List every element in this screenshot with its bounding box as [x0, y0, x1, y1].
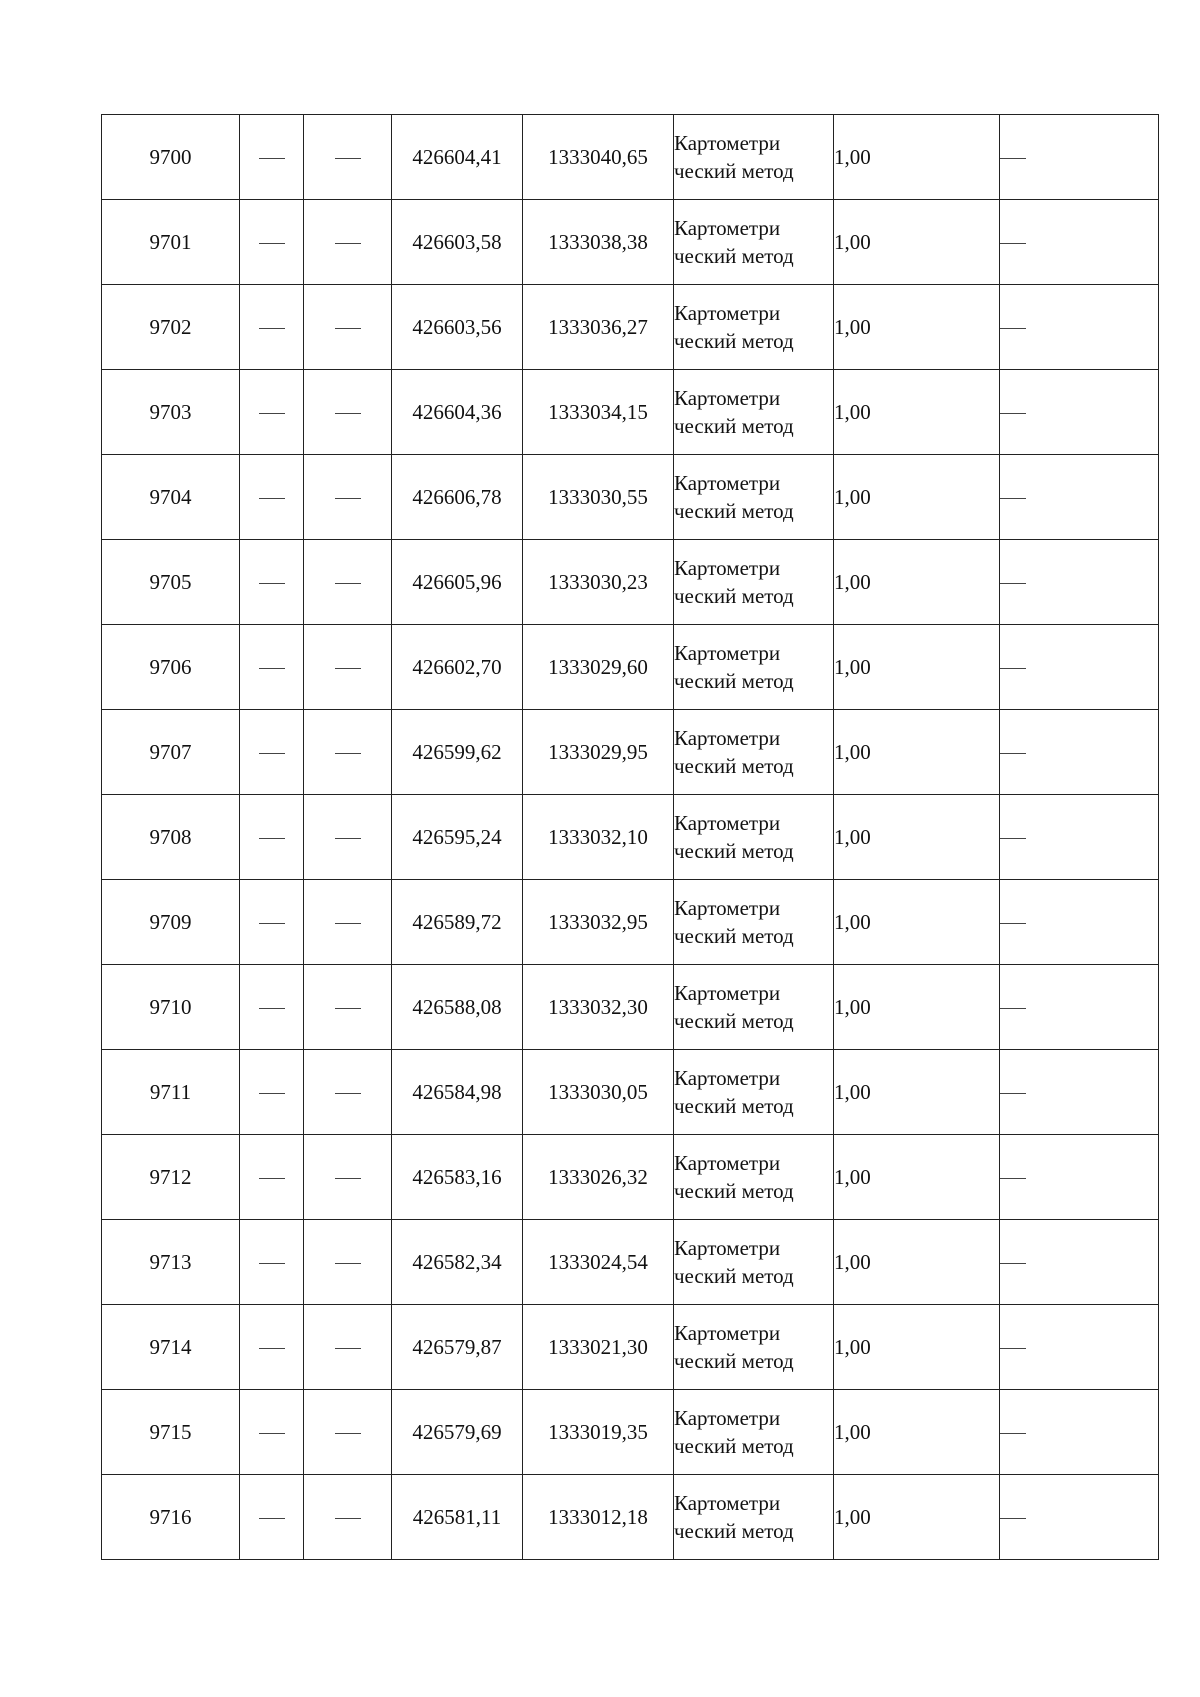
empty-cell	[1000, 115, 1159, 200]
empty-cell	[1000, 1475, 1159, 1560]
coordinate-y-cell	[523, 285, 674, 370]
method-cell	[674, 1305, 834, 1390]
accuracy-cell	[834, 1305, 1000, 1390]
coordinate-x-cell	[392, 965, 523, 1050]
empty-cell	[240, 370, 304, 455]
method-cell	[674, 370, 834, 455]
coordinate-x: 426582,34	[412, 1249, 502, 1274]
dash-mark	[1000, 583, 1026, 584]
accuracy-value: 1,00	[834, 399, 871, 424]
method-cell	[674, 285, 834, 370]
coordinate-x-cell	[392, 880, 523, 965]
accuracy-value: 1,00	[834, 739, 871, 764]
point-number: 9706	[149, 654, 192, 679]
dash-mark	[259, 498, 285, 499]
empty-cell	[304, 455, 392, 540]
dash-mark	[1000, 838, 1026, 839]
coordinate-y-cell	[523, 1390, 674, 1475]
table-row	[102, 540, 1159, 625]
dash-mark	[1000, 1093, 1026, 1094]
table-row	[102, 1135, 1159, 1220]
point-number-cell	[102, 115, 240, 200]
empty-cell	[1000, 795, 1159, 880]
method-text: Картометри ческий метод	[674, 386, 794, 438]
method-cell	[674, 1390, 834, 1475]
point-number-cell	[102, 880, 240, 965]
coordinate-y: 1333026,32	[548, 1164, 648, 1189]
coordinate-x-cell	[392, 285, 523, 370]
dash-mark	[259, 1433, 285, 1434]
coordinate-y: 1333029,95	[548, 739, 648, 764]
coordinate-x: 426589,72	[412, 909, 502, 934]
empty-cell	[304, 540, 392, 625]
dash-mark	[335, 1348, 361, 1349]
table-row	[102, 795, 1159, 880]
coordinate-y: 1333032,30	[548, 994, 648, 1019]
dash-mark	[259, 1178, 285, 1179]
dash-mark	[335, 923, 361, 924]
accuracy-value: 1,00	[834, 1079, 871, 1104]
accuracy-cell	[834, 710, 1000, 795]
dash-mark	[259, 158, 285, 159]
accuracy-value: 1,00	[834, 1504, 871, 1529]
dash-mark	[259, 1263, 285, 1264]
method-cell	[674, 965, 834, 1050]
dash-mark	[259, 328, 285, 329]
empty-cell	[1000, 285, 1159, 370]
empty-cell	[240, 1220, 304, 1305]
method-text: Картометри ческий метод	[674, 471, 794, 523]
dash-mark	[335, 1433, 361, 1434]
method-cell	[674, 625, 834, 710]
point-number: 9703	[149, 399, 192, 424]
empty-cell	[240, 1135, 304, 1220]
table-row	[102, 1475, 1159, 1560]
point-number: 9716	[149, 1504, 192, 1529]
accuracy-cell	[834, 1390, 1000, 1475]
dash-mark	[335, 1263, 361, 1264]
coordinate-y-cell	[523, 200, 674, 285]
empty-cell	[304, 1220, 392, 1305]
empty-cell	[304, 200, 392, 285]
accuracy-value: 1,00	[834, 909, 871, 934]
dash-mark	[335, 1178, 361, 1179]
method-text: Картометри ческий метод	[674, 131, 794, 183]
method-text: Картометри ческий метод	[674, 811, 794, 863]
method-cell	[674, 1050, 834, 1135]
empty-cell	[240, 1050, 304, 1135]
point-number-cell	[102, 455, 240, 540]
coordinate-y-cell	[523, 880, 674, 965]
point-number-cell	[102, 965, 240, 1050]
empty-cell	[304, 1305, 392, 1390]
dash-mark	[335, 243, 361, 244]
accuracy-cell	[834, 115, 1000, 200]
dash-mark	[335, 328, 361, 329]
empty-cell	[1000, 1135, 1159, 1220]
table-row	[102, 1390, 1159, 1475]
table-row	[102, 1220, 1159, 1305]
coordinate-y: 1333038,38	[548, 229, 648, 254]
method-text: Картометри ческий метод	[674, 1151, 794, 1203]
coordinate-x: 426583,16	[412, 1164, 502, 1189]
coordinate-y: 1333029,60	[548, 654, 648, 679]
dash-mark	[1000, 1518, 1026, 1519]
coordinate-x: 426584,98	[412, 1079, 502, 1104]
coordinate-x: 426599,62	[412, 739, 502, 764]
coordinate-x: 426605,96	[412, 569, 502, 594]
dash-mark	[1000, 1348, 1026, 1349]
method-text: Картометри ческий метод	[674, 556, 794, 608]
method-text: Картометри ческий метод	[674, 1406, 794, 1458]
method-cell	[674, 795, 834, 880]
point-number: 9707	[149, 739, 192, 764]
table-row	[102, 1305, 1159, 1390]
coordinate-x: 426581,11	[412, 1504, 502, 1529]
accuracy-value: 1,00	[834, 1164, 871, 1189]
coordinate-x: 426603,56	[412, 314, 502, 339]
coordinate-y-cell	[523, 1220, 674, 1305]
dash-mark	[1000, 498, 1026, 499]
dash-mark	[259, 753, 285, 754]
point-number-cell	[102, 1390, 240, 1475]
empty-cell	[304, 625, 392, 710]
coordinate-y-cell	[523, 625, 674, 710]
dash-mark	[1000, 1433, 1026, 1434]
method-text: Картометри ческий метод	[674, 1066, 794, 1118]
accuracy-value: 1,00	[834, 144, 871, 169]
point-number-cell	[102, 1135, 240, 1220]
accuracy-cell	[834, 200, 1000, 285]
coordinate-x: 426606,78	[412, 484, 502, 509]
method-text: Картометри ческий метод	[674, 726, 794, 778]
table-row	[102, 1050, 1159, 1135]
coordinate-y-cell	[523, 710, 674, 795]
point-number: 9700	[149, 144, 192, 169]
dash-mark	[259, 1348, 285, 1349]
accuracy-value: 1,00	[834, 824, 871, 849]
coordinate-x-cell	[392, 1390, 523, 1475]
empty-cell	[1000, 200, 1159, 285]
empty-cell	[240, 965, 304, 1050]
coordinate-y: 1333030,23	[548, 569, 648, 594]
empty-cell	[304, 1135, 392, 1220]
dash-mark	[259, 243, 285, 244]
dash-mark	[335, 668, 361, 669]
method-cell	[674, 1475, 834, 1560]
method-cell	[674, 1220, 834, 1305]
empty-cell	[240, 540, 304, 625]
method-text: Картометри ческий метод	[674, 1491, 794, 1543]
dash-mark	[259, 1008, 285, 1009]
coordinate-y-cell	[523, 795, 674, 880]
dash-mark	[335, 1518, 361, 1519]
coordinate-y: 1333036,27	[548, 314, 648, 339]
accuracy-cell	[834, 1135, 1000, 1220]
empty-cell	[304, 1475, 392, 1560]
empty-cell	[304, 710, 392, 795]
coordinate-x-cell	[392, 710, 523, 795]
accuracy-value: 1,00	[834, 229, 871, 254]
dash-mark	[259, 923, 285, 924]
empty-cell	[240, 1390, 304, 1475]
empty-cell	[304, 880, 392, 965]
method-text: Картометри ческий метод	[674, 1321, 794, 1373]
point-number-cell	[102, 795, 240, 880]
point-number: 9711	[149, 1079, 192, 1104]
coordinate-x-cell	[392, 1050, 523, 1135]
dash-mark	[1000, 1263, 1026, 1264]
coordinate-x: 426603,58	[412, 229, 502, 254]
empty-cell	[1000, 965, 1159, 1050]
table-body	[102, 115, 1159, 1560]
method-text: Картометри ческий метод	[674, 896, 794, 948]
coordinate-y-cell	[523, 455, 674, 540]
empty-cell	[304, 965, 392, 1050]
empty-cell	[240, 1475, 304, 1560]
accuracy-cell	[834, 370, 1000, 455]
dash-mark	[259, 1093, 285, 1094]
dash-mark	[259, 838, 285, 839]
accuracy-cell	[834, 795, 1000, 880]
dash-mark	[1000, 243, 1026, 244]
coordinate-x-cell	[392, 540, 523, 625]
coordinate-x: 426579,69	[412, 1419, 502, 1444]
coordinate-y-cell	[523, 1135, 674, 1220]
accuracy-value: 1,00	[834, 1419, 871, 1444]
method-text: Картометри ческий метод	[674, 1236, 794, 1288]
coordinate-x-cell	[392, 370, 523, 455]
dash-mark	[335, 753, 361, 754]
empty-cell	[304, 115, 392, 200]
coordinate-x-cell	[392, 625, 523, 710]
coordinate-y: 1333030,05	[548, 1079, 648, 1104]
coordinate-y: 1333030,55	[548, 484, 648, 509]
method-cell	[674, 455, 834, 540]
point-number: 9708	[149, 824, 192, 849]
point-number: 9709	[149, 909, 192, 934]
table-row	[102, 370, 1159, 455]
accuracy-cell	[834, 1220, 1000, 1305]
point-number-cell	[102, 370, 240, 455]
coordinate-y-cell	[523, 370, 674, 455]
accuracy-cell	[834, 285, 1000, 370]
dash-mark	[259, 413, 285, 414]
point-number-cell	[102, 1475, 240, 1560]
empty-cell	[240, 115, 304, 200]
point-number-cell	[102, 540, 240, 625]
coordinate-y: 1333012,18	[548, 1504, 648, 1529]
method-cell	[674, 200, 834, 285]
dash-mark	[335, 413, 361, 414]
coordinate-y-cell	[523, 1475, 674, 1560]
dash-mark	[259, 668, 285, 669]
method-cell	[674, 1135, 834, 1220]
empty-cell	[1000, 880, 1159, 965]
empty-cell	[1000, 1220, 1159, 1305]
empty-cell	[1000, 540, 1159, 625]
empty-cell	[1000, 455, 1159, 540]
accuracy-value: 1,00	[834, 1334, 871, 1359]
table-row	[102, 115, 1159, 200]
coordinate-x-cell	[392, 455, 523, 540]
accuracy-value: 1,00	[834, 654, 871, 679]
method-text: Картометри ческий метод	[674, 301, 794, 353]
empty-cell	[240, 285, 304, 370]
point-number: 9712	[149, 1164, 192, 1189]
accuracy-value: 1,00	[834, 484, 871, 509]
empty-cell	[304, 795, 392, 880]
empty-cell	[304, 285, 392, 370]
empty-cell	[240, 795, 304, 880]
point-number-cell	[102, 1050, 240, 1135]
dash-mark	[1000, 668, 1026, 669]
point-number: 9715	[149, 1419, 192, 1444]
empty-cell	[240, 1305, 304, 1390]
coordinate-x: 426602,70	[412, 654, 502, 679]
empty-cell	[304, 1050, 392, 1135]
empty-cell	[1000, 1050, 1159, 1135]
empty-cell	[240, 455, 304, 540]
point-number-cell	[102, 285, 240, 370]
accuracy-value: 1,00	[834, 314, 871, 339]
accuracy-cell	[834, 540, 1000, 625]
coordinate-x: 426595,24	[412, 824, 502, 849]
empty-cell	[240, 880, 304, 965]
empty-cell	[304, 370, 392, 455]
empty-cell	[1000, 370, 1159, 455]
dash-mark	[259, 583, 285, 584]
coordinate-y: 1333021,30	[548, 1334, 648, 1359]
table-row	[102, 455, 1159, 540]
coordinate-y: 1333032,10	[548, 824, 648, 849]
coordinate-x-cell	[392, 115, 523, 200]
point-number: 9704	[149, 484, 192, 509]
coordinate-x-cell	[392, 795, 523, 880]
empty-cell	[1000, 625, 1159, 710]
coordinate-x: 426604,41	[412, 144, 502, 169]
dash-mark	[1000, 753, 1026, 754]
accuracy-cell	[834, 1050, 1000, 1135]
dash-mark	[335, 158, 361, 159]
method-cell	[674, 115, 834, 200]
point-number: 9710	[149, 994, 192, 1019]
method-cell	[674, 710, 834, 795]
coordinate-y-cell	[523, 115, 674, 200]
method-cell	[674, 540, 834, 625]
point-number: 9701	[149, 229, 192, 254]
coordinate-x-cell	[392, 200, 523, 285]
accuracy-value: 1,00	[834, 994, 871, 1019]
dash-mark	[1000, 1178, 1026, 1179]
dash-mark	[335, 583, 361, 584]
empty-cell	[240, 710, 304, 795]
coordinate-x-cell	[392, 1305, 523, 1390]
point-number-cell	[102, 200, 240, 285]
empty-cell	[240, 625, 304, 710]
coordinate-y-cell	[523, 540, 674, 625]
point-number-cell	[102, 1305, 240, 1390]
table-row	[102, 965, 1159, 1050]
point-number: 9705	[149, 569, 192, 594]
dash-mark	[1000, 158, 1026, 159]
empty-cell	[1000, 1305, 1159, 1390]
dash-mark	[335, 838, 361, 839]
coordinate-x-cell	[392, 1135, 523, 1220]
point-number: 9713	[149, 1249, 192, 1274]
coordinate-x-cell	[392, 1220, 523, 1305]
coordinate-y: 1333034,15	[548, 399, 648, 424]
coordinate-y-cell	[523, 1050, 674, 1135]
method-text: Картометри ческий метод	[674, 216, 794, 268]
accuracy-cell	[834, 625, 1000, 710]
dash-mark	[1000, 1008, 1026, 1009]
point-number-cell	[102, 625, 240, 710]
coordinates-table	[101, 114, 1159, 1560]
coordinate-y: 1333032,95	[548, 909, 648, 934]
accuracy-cell	[834, 880, 1000, 965]
dash-mark	[335, 1008, 361, 1009]
empty-cell	[304, 1390, 392, 1475]
dash-mark	[1000, 413, 1026, 414]
point-number: 9702	[149, 314, 192, 339]
accuracy-cell	[834, 455, 1000, 540]
point-number-cell	[102, 710, 240, 795]
dash-mark	[1000, 328, 1026, 329]
dash-mark	[259, 1518, 285, 1519]
coordinate-x: 426604,36	[412, 399, 502, 424]
dash-mark	[1000, 923, 1026, 924]
table-row	[102, 625, 1159, 710]
coordinate-x: 426579,87	[412, 1334, 502, 1359]
point-number: 9714	[149, 1334, 192, 1359]
dash-mark	[335, 498, 361, 499]
coordinate-x-cell	[392, 1475, 523, 1560]
accuracy-value: 1,00	[834, 1249, 871, 1274]
accuracy-cell	[834, 965, 1000, 1050]
empty-cell	[1000, 1390, 1159, 1475]
method-text: Картометри ческий метод	[674, 981, 794, 1033]
dash-mark	[335, 1093, 361, 1094]
method-text: Картометри ческий метод	[674, 641, 794, 693]
table-row	[102, 710, 1159, 795]
coordinate-y: 1333019,35	[548, 1419, 648, 1444]
coordinate-y: 1333024,54	[548, 1249, 648, 1274]
accuracy-value: 1,00	[834, 569, 871, 594]
table-row	[102, 200, 1159, 285]
point-number-cell	[102, 1220, 240, 1305]
coordinate-x: 426588,08	[412, 994, 502, 1019]
coordinate-y-cell	[523, 1305, 674, 1390]
coordinate-y-cell	[523, 965, 674, 1050]
table-row	[102, 285, 1159, 370]
empty-cell	[1000, 710, 1159, 795]
empty-cell	[240, 200, 304, 285]
accuracy-cell	[834, 1475, 1000, 1560]
table-row	[102, 880, 1159, 965]
coordinate-y: 1333040,65	[548, 144, 648, 169]
method-cell	[674, 880, 834, 965]
